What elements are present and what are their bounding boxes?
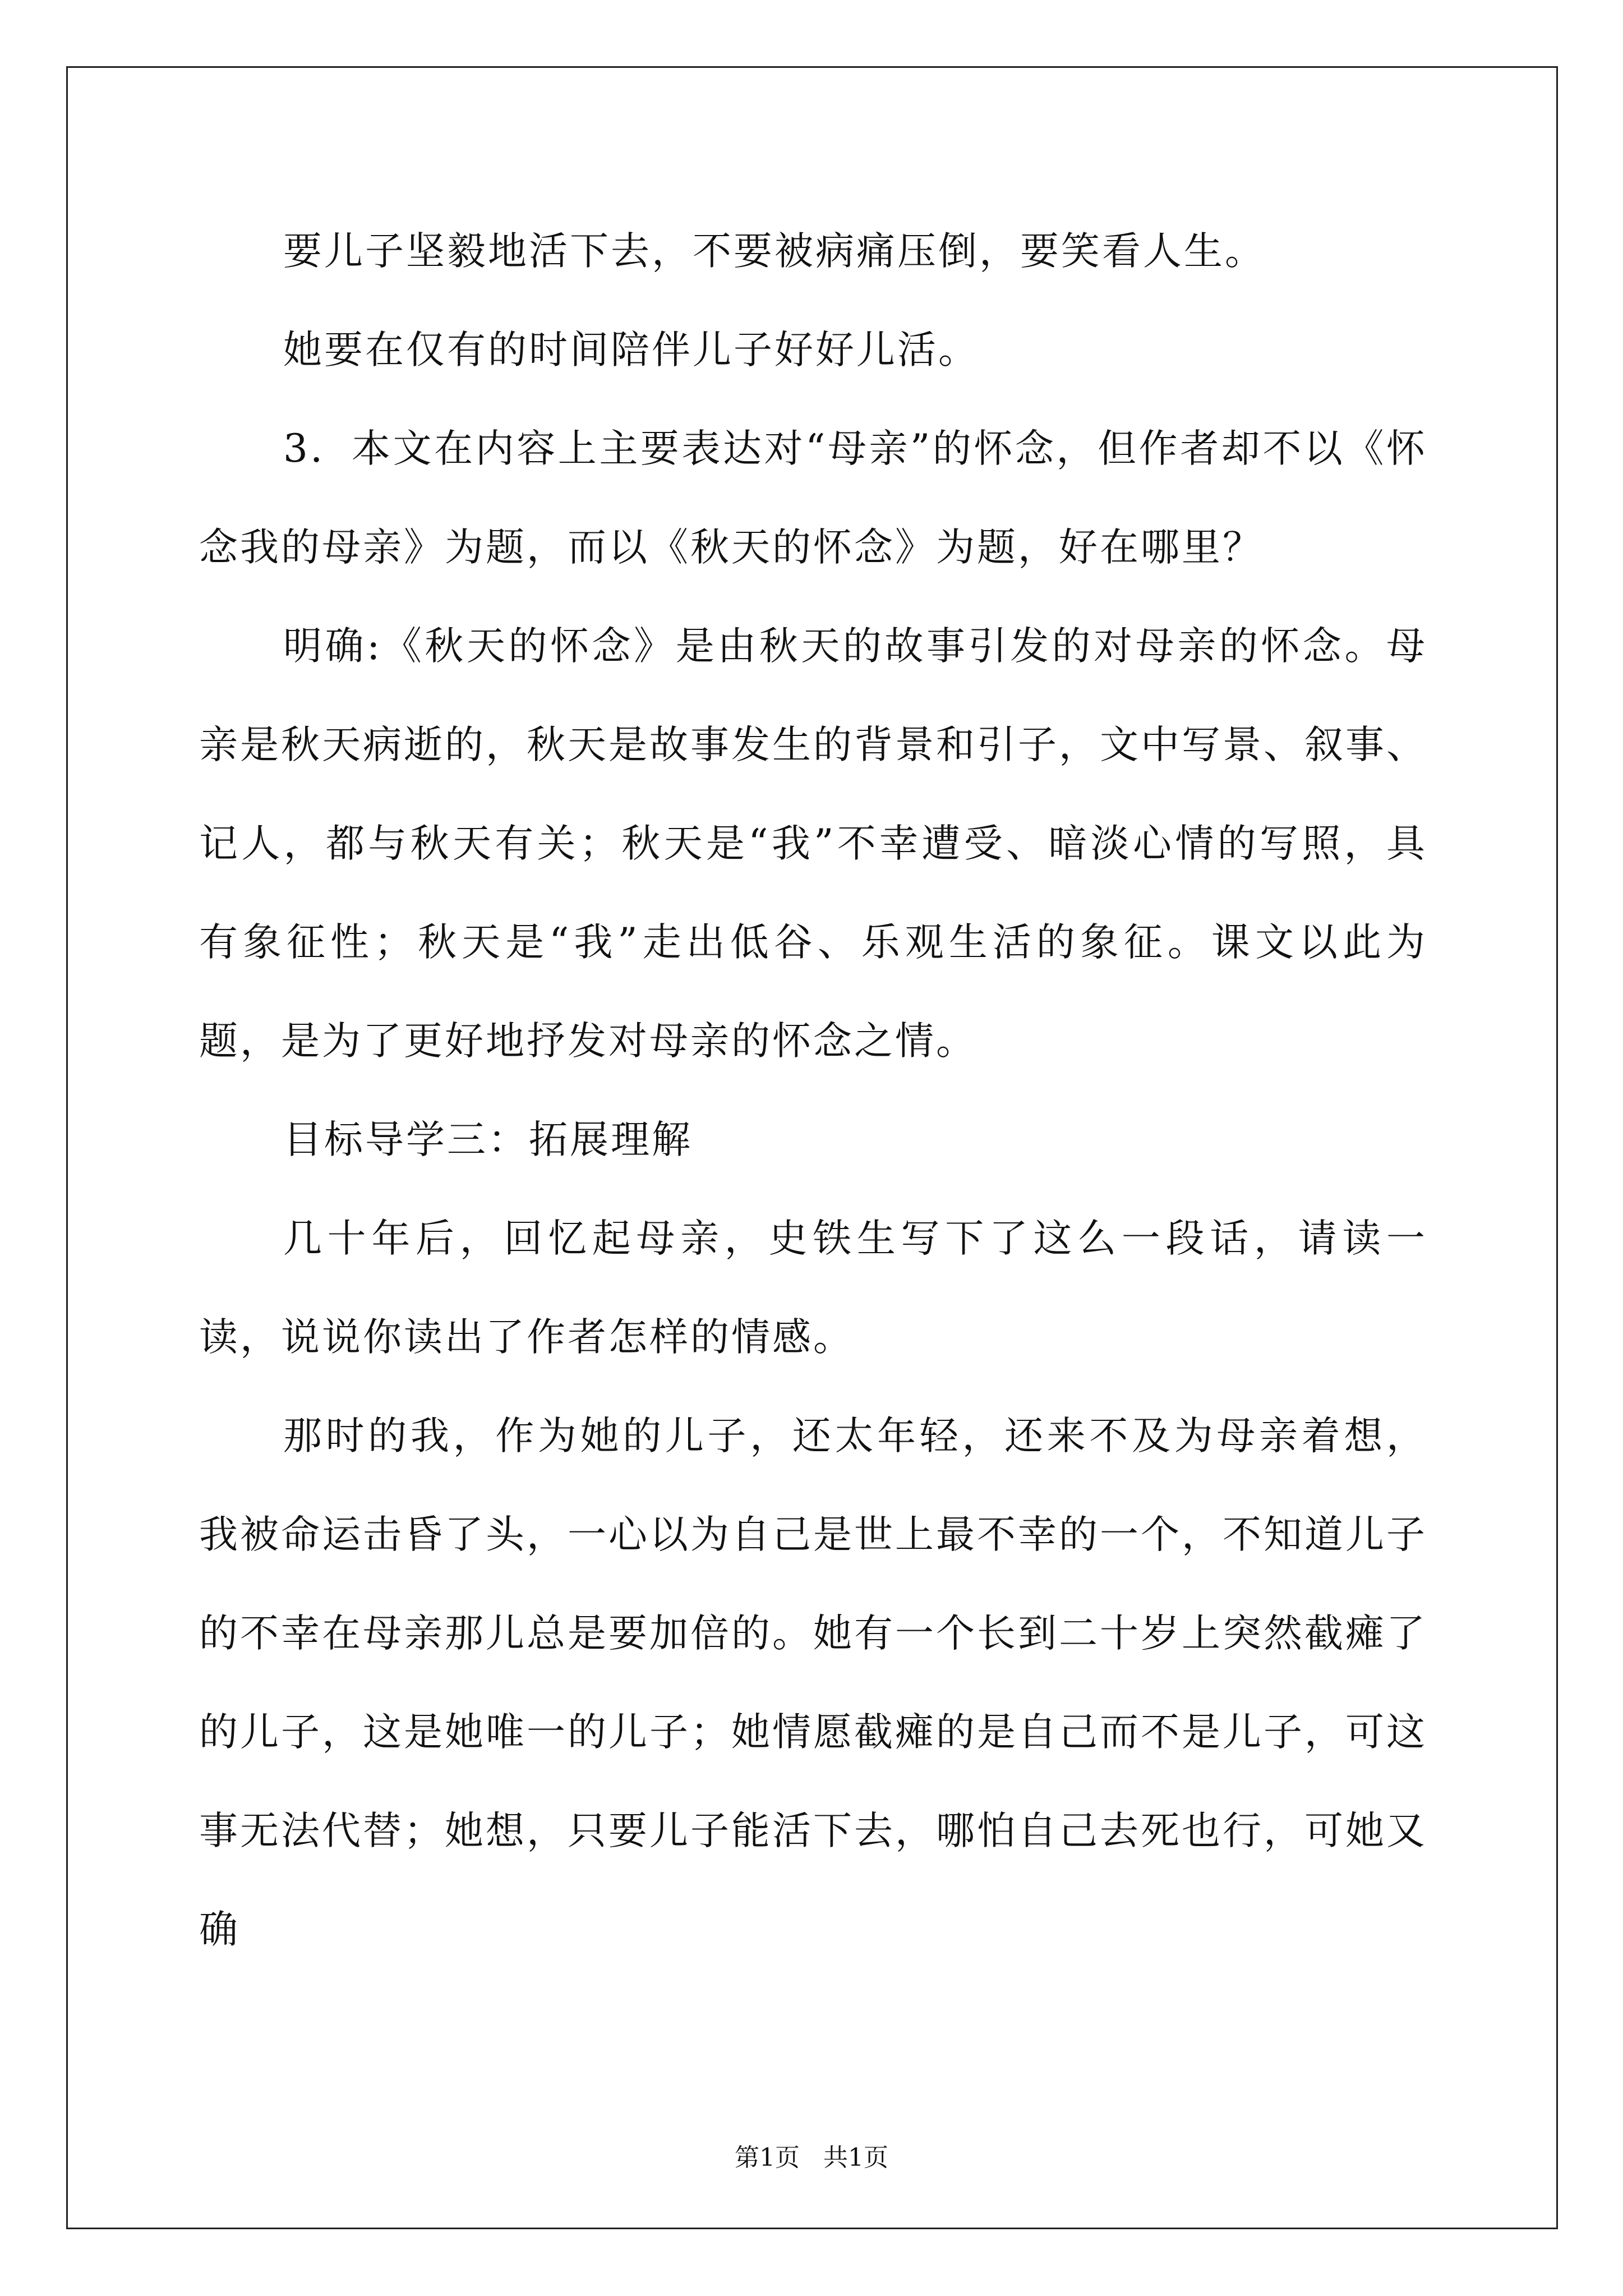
page-footer	[0, 2137, 1623, 2173]
paragraph: 她要在仅有的时间陪伴儿子好好儿活。	[283, 328, 979, 372]
paragraph: 几十年后，回忆起母亲，史铁生写下了这么一段话，请读一读，说说你读出了作者怎样的情感。	[199, 1216, 1427, 1360]
page-number: 第1页	[735, 2143, 800, 2172]
section-heading: 目标导学三：拓展理解	[283, 1117, 693, 1162]
quoted-passage: 那时的我，作为她的儿子，还太年轻，还来不及为母亲着想，我被命运击昏了头，一心以为自己是世上最不幸的一个，不知道儿子的不幸在母亲那儿总是要加倍的。她有一个长到二十岁上突然截瘫了的儿子，这是她唯一的儿子；她情愿截瘫的是自己而不是儿子，可这事无法代替；她想，只要儿子能活下去，哪怕自己去死也行，可她又确	[199, 1414, 1427, 1952]
answer-paragraph: 明确:《秋天的怀念》是由秋天的故事引发的对母亲的怀念。母亲是秋天病逝的，秋天是故事发生的背景和引子，文中写景、叙事、记人，都与秋天有关；秋天是“我”不幸遭受、暗淡心情的写照，具有象征性；秋天是“我”走出低谷、乐观生活的象征。课文以此为题，是为了更好地抒发对母亲的怀念之情。	[199, 624, 1427, 1064]
paragraph: 要儿子坚毅地活下去，不要被病痛压倒，要笑看人生。	[283, 229, 1266, 274]
question-paragraph: 3．本文在内容上主要表达对“母亲”的怀念，但作者却不以《怀念我的母亲》为题，而以《秋天的怀念》为题，好在哪里？	[199, 426, 1427, 570]
page-total: 共1页	[823, 2143, 888, 2172]
document-body	[199, 202, 1427, 1979]
